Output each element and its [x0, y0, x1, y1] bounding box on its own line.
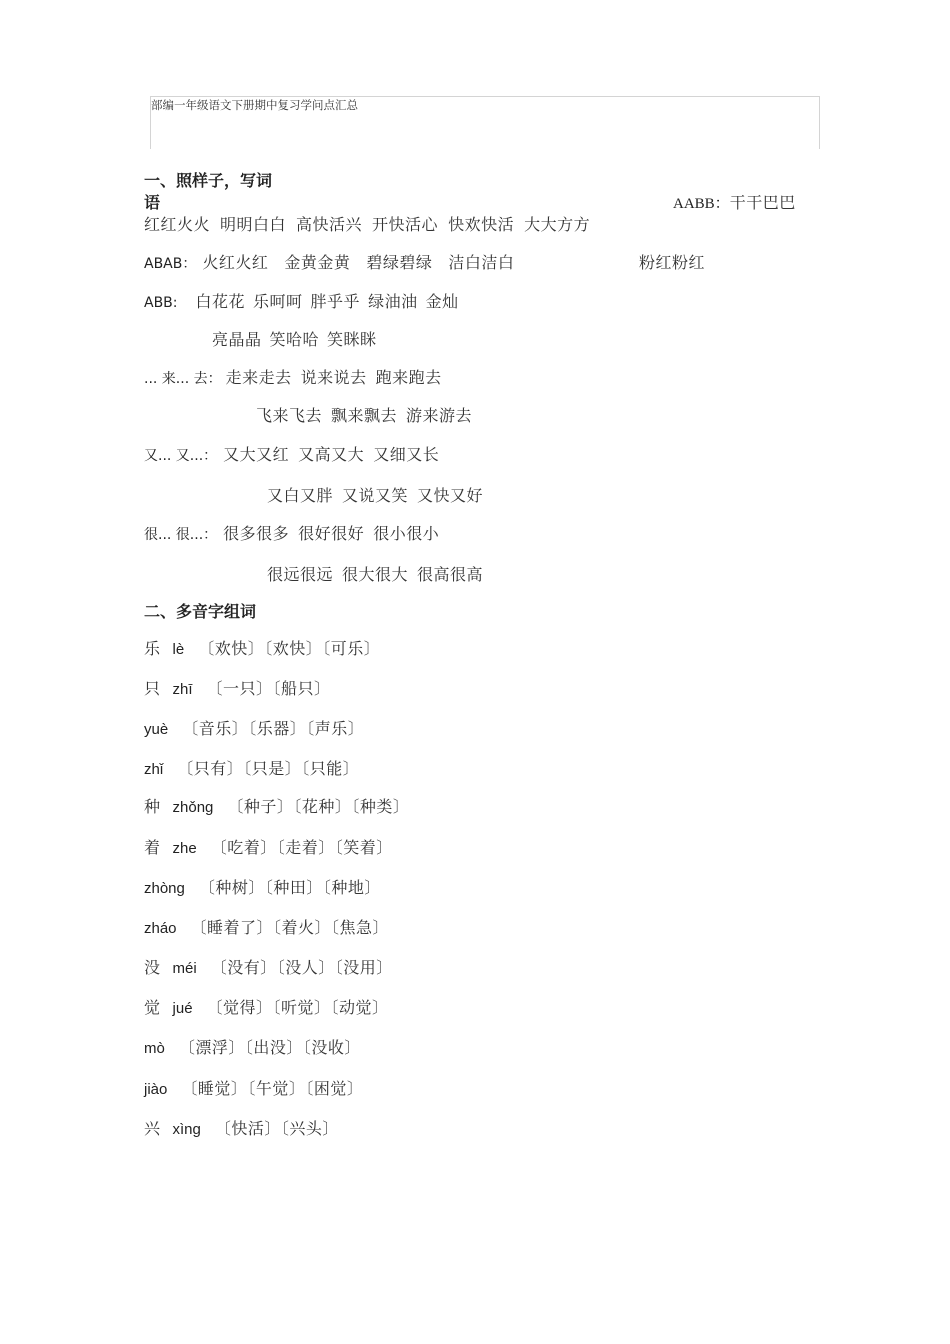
page-header-box	[150, 96, 820, 149]
aabb-label: AABB：	[673, 196, 730, 212]
polyphonic-row	[144, 875, 381, 898]
abb-word: 笑哈哈	[269, 330, 320, 349]
polyphonic-row	[144, 716, 364, 739]
hen-word: 很大很大	[342, 565, 409, 584]
laiqu-word: 游来游去	[406, 406, 473, 425]
polyphonic-words: 〔音乐〕〔乐器〕〔声乐〕	[182, 719, 365, 738]
section2-heading: 二、多音字组词	[144, 602, 257, 621]
polyphonic-pinyin: zhī	[172, 681, 193, 698]
polyphonic-words: 〔觉得〕〔听觉〕〔动觉〕	[206, 998, 389, 1017]
abb-word: 白花花	[195, 292, 246, 311]
hen-word: 很远很远	[267, 565, 334, 584]
laiqu-word: 飞来飞去	[256, 406, 323, 425]
polyphonic-words: 〔快活〕〔兴头〕	[214, 1119, 339, 1138]
laiqu-row-1	[144, 365, 442, 388]
polyphonic-row	[144, 915, 389, 938]
abab-word: 洁白洁白	[448, 253, 515, 272]
polyphonic-words: 〔吃着〕〔走着〕〔笑着〕	[210, 838, 393, 857]
laiqu-word: 说来说去	[300, 368, 367, 387]
laiqu-word: 跑来跑去	[375, 368, 442, 387]
hen-label: 很... 很...：	[144, 527, 218, 543]
hen-row-2	[267, 562, 483, 585]
you-word: 又细又长	[373, 445, 440, 464]
abab-word: 火红火红	[202, 253, 269, 272]
hen-row-1	[144, 521, 439, 544]
polyphonic-words: 〔没有〕〔没人〕〔没用〕	[210, 958, 393, 977]
polyphonic-words: 〔种子〕〔花种〕〔种类〕	[227, 797, 410, 816]
polyphonic-words: 〔欢快〕〔欢快〕〔可乐〕	[198, 639, 381, 658]
abb-word: 乐呵呵	[253, 292, 303, 311]
polyphonic-pinyin: zhǐ	[144, 761, 164, 778]
hen-word: 很多很多	[223, 524, 290, 543]
polyphonic-row	[144, 1035, 361, 1058]
you-row-2	[267, 483, 483, 506]
polyphonic-pinyin: xìng	[172, 1121, 201, 1138]
polyphonic-row	[144, 636, 380, 659]
polyphonic-char: 着	[144, 838, 161, 857]
polyphonic-pinyin: jiào	[144, 1081, 168, 1098]
abab-word: 碧绿碧绿	[366, 253, 433, 272]
you-word: 又大又红	[223, 445, 290, 464]
hen-word: 很高很高	[417, 565, 484, 584]
polyphonic-words: 〔一只〕〔船只〕	[206, 679, 331, 698]
polyphonic-words: 〔只有〕〔只是〕〔只能〕	[177, 759, 360, 778]
abab-label: ABAB：	[144, 256, 197, 272]
you-label: 又... 又...：	[144, 448, 218, 464]
polyphonic-pinyin: mò	[144, 1040, 165, 1057]
polyphonic-row	[144, 756, 359, 779]
document-title: 部编一年级语文下册期中复习学问点汇总	[151, 98, 358, 112]
polyphonic-pinyin: yuè	[144, 721, 169, 738]
aabb-word: 高快活兴	[296, 215, 363, 234]
you-word: 又快又好	[417, 486, 484, 505]
polyphonic-pinyin: zhòng	[144, 880, 185, 897]
laiqu-row-2	[256, 403, 472, 426]
abb-word: 绿油油	[368, 292, 418, 311]
polyphonic-row	[144, 1076, 363, 1099]
polyphonic-row	[144, 794, 409, 817]
abab-row	[144, 250, 514, 273]
laiqu-word: 飘来飘去	[331, 406, 398, 425]
abb-word: 亮晶晶	[212, 330, 262, 349]
polyphonic-pinyin: méi	[172, 960, 197, 977]
polyphonic-pinyin: zháo	[144, 920, 177, 937]
polyphonic-pinyin: jué	[172, 1000, 193, 1017]
you-word: 又高又大	[298, 445, 365, 464]
laiqu-label: ... 来... 去：	[144, 371, 222, 387]
abab-extra-word: 粉红粉红	[639, 253, 706, 272]
section1-heading-line1: 一、照样子，写词	[144, 171, 273, 190]
abb-word: 笑眯眯	[327, 330, 377, 349]
polyphonic-char: 种	[144, 797, 161, 816]
polyphonic-char: 乐	[144, 639, 161, 658]
laiqu-word: 走来走去	[225, 368, 292, 387]
aabb-words-row	[144, 212, 590, 235]
you-word: 又说又笑	[342, 486, 409, 505]
polyphonic-words: 〔睡着了〕〔着火〕〔焦急〕	[190, 918, 390, 937]
polyphonic-pinyin: zhǒng	[172, 799, 214, 816]
aabb-word: 快欢快活	[448, 215, 515, 234]
you-word: 又白又胖	[267, 486, 334, 505]
polyphonic-char: 没	[144, 958, 161, 977]
polyphonic-row	[144, 995, 389, 1018]
hen-word: 很小很小	[373, 524, 440, 543]
polyphonic-row	[144, 955, 393, 978]
section1-heading-line2: 语	[144, 193, 161, 212]
polyphonic-words: 〔睡觉〕〔午觉〕〔困觉〕	[181, 1079, 364, 1098]
abb-word: 金灿	[425, 292, 459, 311]
aabb-word: 明明白白	[220, 215, 287, 234]
abab-word: 金黄金黄	[284, 253, 351, 272]
polyphonic-pinyin: zhe	[172, 840, 197, 857]
abb-row-1	[144, 289, 459, 312]
you-row-1	[144, 442, 439, 465]
abb-word: 胖乎乎	[310, 292, 361, 311]
abb-label: ABB:	[144, 295, 178, 311]
polyphonic-char: 只	[144, 679, 161, 698]
abb-row-2	[212, 327, 377, 350]
polyphonic-words: 〔种树〕〔种田〕〔种地〕	[198, 878, 381, 897]
aabb-word: 开快活心	[372, 215, 439, 234]
polyphonic-char: 觉	[144, 998, 161, 1017]
abab-extra-row	[639, 250, 705, 273]
aabb-word: 红红火火	[144, 215, 211, 234]
polyphonic-pinyin: lè	[172, 641, 185, 658]
aabb-word-first: 干干巴巴	[729, 193, 796, 212]
polyphonic-words: 〔漂浮〕〔出没〕〔没收〕	[178, 1038, 361, 1057]
aabb-word: 大大方方	[524, 215, 591, 234]
polyphonic-char: 兴	[144, 1119, 161, 1138]
polyphonic-row	[144, 676, 331, 699]
aabb-first-row	[673, 190, 796, 213]
polyphonic-row	[144, 1116, 339, 1139]
hen-word: 很好很好	[298, 524, 365, 543]
polyphonic-row	[144, 835, 393, 858]
